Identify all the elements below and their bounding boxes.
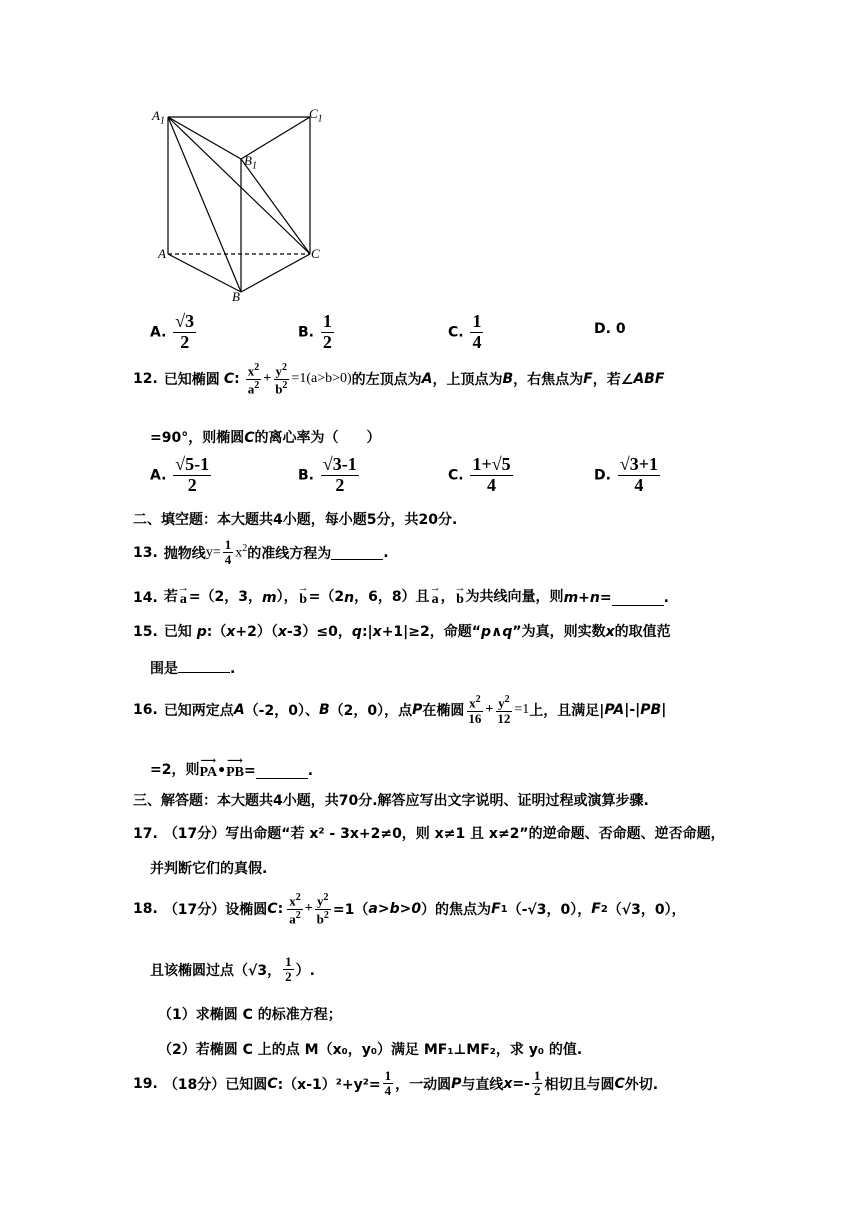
prism-figure	[150, 100, 340, 310]
q16-line2: =2，则 ⟶ PA • ⟶ PB = .	[150, 755, 314, 780]
q18-line2: 且该椭圆过点（√3， $\frac{1}{2}$ ）.	[150, 954, 315, 985]
q12-option-d: D. $\frac{√3+1}{4}$	[594, 454, 658, 495]
q14: 14. 若 → a =（2，3， m ）， → b =（2 n ，6，8）且 → a ， → b 为共线向量，则 m+n = .	[133, 582, 669, 607]
q15-line1: 15. 已知 p:（x+2）（x-3）≤0，q:|x+1|≥2，命题“p∧q”为真，则实数x的取值范	[133, 624, 671, 640]
label-c: C	[311, 246, 320, 261]
section-solution-heading: 三、解答题：本大题共4小题，共70分.解答应写出文字说明、证明过程或演算步骤.	[133, 793, 649, 809]
q12-line1: 12. 已知椭圆 C : $\frac{x^2}{a^2}$ + $\frac{y^2}{b^2}$ =1(a>b>0) 的左顶点为 A ，上顶点为 B ，右焦点为 F ，若∠ ABF	[133, 362, 665, 396]
q12-option-c: C. $\frac{1+√5}{4}$	[448, 454, 511, 495]
q11-option-d: D. 0	[594, 321, 626, 337]
q16-line1: 16. 已知两定点 A （-2，0）、 B （2，0），点 P 在椭圆 $\frac{x^2}{16}$ + $\frac{y^2}{12}$ =1 上，且满足| PA |-| PB |	[133, 694, 667, 726]
label-a1: $A_1$	[152, 108, 165, 127]
q11-option-a: A. $\frac{√3}{2}$	[150, 311, 195, 352]
q12-option-b: B. $\frac{√3-1}{2}$	[298, 454, 357, 495]
q12-option-a: A. $\frac{√5-1}{2}$	[150, 454, 210, 495]
label-b: B	[232, 289, 240, 304]
q13: 13. 抛物线 y= $\frac{1}{4}$ $x^2$ 的准线方程为 .	[133, 537, 389, 568]
label-c1: $C_1$	[309, 106, 323, 125]
q18-line1: 18. （17分）设椭圆 C : $\frac{x^2}{a^2}$ + $\frac{y^2}{b^2}$ =1（ a>b>0 ）的焦点为 F 1 （-√3，0）， F 2 （√3，0），	[133, 892, 686, 926]
label-b1: $B_1$	[244, 153, 257, 172]
q17-line2: 并判断它们的真假.	[150, 861, 268, 877]
q18-sub1: （1）求椭圆 C 的标准方程；	[158, 1007, 342, 1023]
q13-answer-blank	[331, 545, 383, 560]
q18-sub2: （2）若椭圆 C 上的点 M（x₀，y₀）满足 MF₁⊥MF₂，求 y₀ 的值.	[158, 1042, 583, 1058]
q15-answer-blank	[178, 658, 230, 673]
q11-option-c: C. $\frac{1}{4}$	[448, 311, 482, 352]
q16-answer-blank	[256, 764, 308, 779]
q12-line2: =90°，则椭圆C的离心率为（ ）	[150, 430, 381, 446]
q19: 19. （18分）已知圆 C :（x-1）²+y²= $\frac{1}{4}$ ，一动圆 P 与直线 x =- $\frac{1}{2}$ 相切且与圆 C 外切.	[133, 1068, 659, 1099]
q15-line2: 围是 .	[150, 658, 235, 678]
section-fill-blank-heading: 二、填空题：本大题共4小题，每小题5分，共20分.	[133, 512, 458, 528]
q17-line1: 17. （17分）写出命题“若 x² - 3x+2≠0，则 x≠1 且 x≠2”的逆命题、否命题、逆否命题，	[133, 826, 725, 842]
q14-answer-blank	[612, 591, 664, 606]
q11-option-b: B. $\frac{1}{2}$	[298, 311, 332, 352]
label-a: A	[158, 246, 166, 261]
